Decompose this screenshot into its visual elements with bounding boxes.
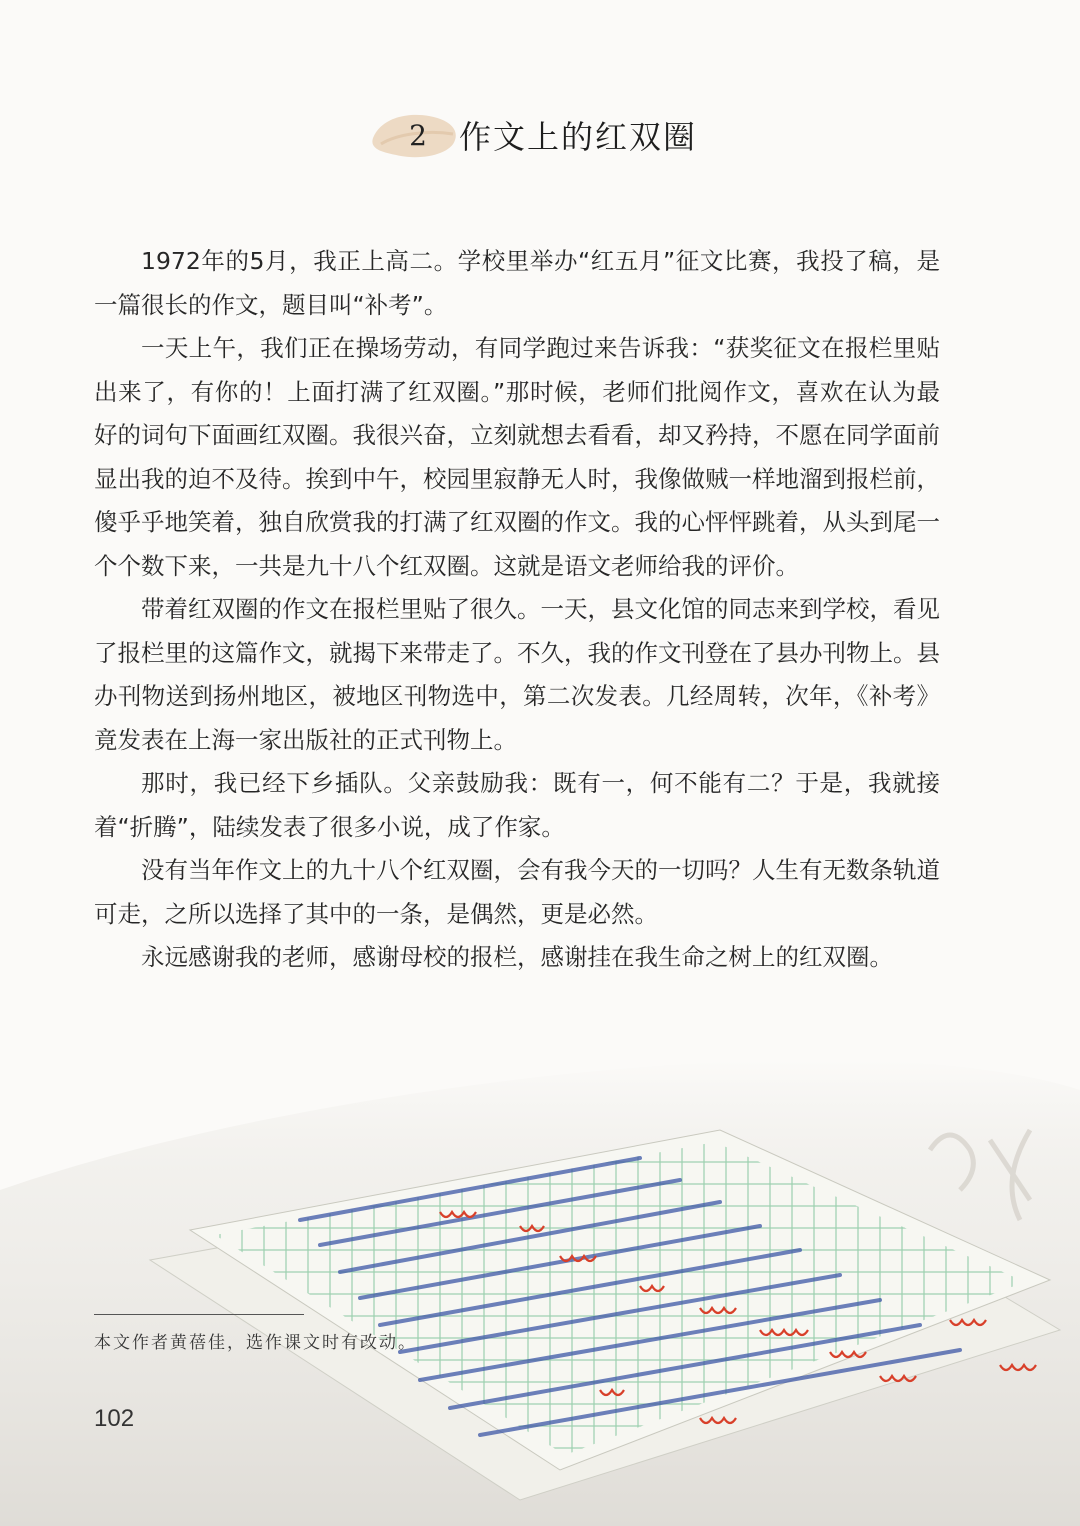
footnote-divider <box>94 1314 304 1315</box>
paragraph: 1972年的5月，我正上高二。学校里举办“红五月”征文比赛，我投了稿，是一篇很长的作文，题目叫“补考”。 <box>94 247 940 319</box>
paragraph: 没有当年作文上的九十八个红双圈，会有我今天的一切吗？人生有无数条轨道可走，之所以选择了其中的一条，是偶然，更是必然。 <box>94 856 940 928</box>
paragraph: 一天上午，我们正在操场劳动，有同学跑过来告诉我：“获奖征文在报栏里贴出来了，有你的！上面打满了红双圈。”那时候，老师们批阅作文，喜欢在认为最好的词句下面画红双圈。我很兴奋，立刻就想去看看，却又矜持，不愿在同学面前显出我的迫不及待。挨到中午，校园里寂静无人时，我像做贼一样地溜到报栏前，傻乎乎地笑着，独自欣赏我的打满了红双圈的作文。我的心怦怦跳着，从头到尾一个个数下来，一共是九十八个红双圈。这就是语文老师给我的评价。 <box>94 334 940 580</box>
composition-paper-illustration <box>0 1030 1080 1526</box>
footnote: 本文作者黄蓓佳，选作课文时有改动。 <box>94 1333 417 1353</box>
article-body <box>94 240 940 980</box>
lesson-header <box>0 100 1080 170</box>
lesson-number: 2 <box>409 118 427 152</box>
paragraph: 带着红双圈的作文在报栏里贴了很久。一天，县文化馆的同志来到学校，看见了报栏里的这篇作文，就揭下来带走了。不久，我的作文刊登在了县办刊物上。县办刊物送到扬州地区，被地区刊物选中，第二次发表。几经周转，次年，《补考》竟发表在上海一家出版社的正式刊物上。 <box>94 595 940 754</box>
lesson-number-badge <box>383 108 453 162</box>
paragraph: 那时，我已经下乡插队。父亲鼓励我：既有一，何不能有二？于是，我就接着“折腾”，陆续发表了很多小说，成了作家。 <box>94 769 940 841</box>
paragraph: 永远感谢我的老师，感谢母校的报栏，感谢挂在我生命之树上的红双圈。 <box>141 943 893 971</box>
page-number: 102 <box>94 1405 135 1432</box>
lesson-title: 作文上的红双圈 <box>458 118 697 156</box>
